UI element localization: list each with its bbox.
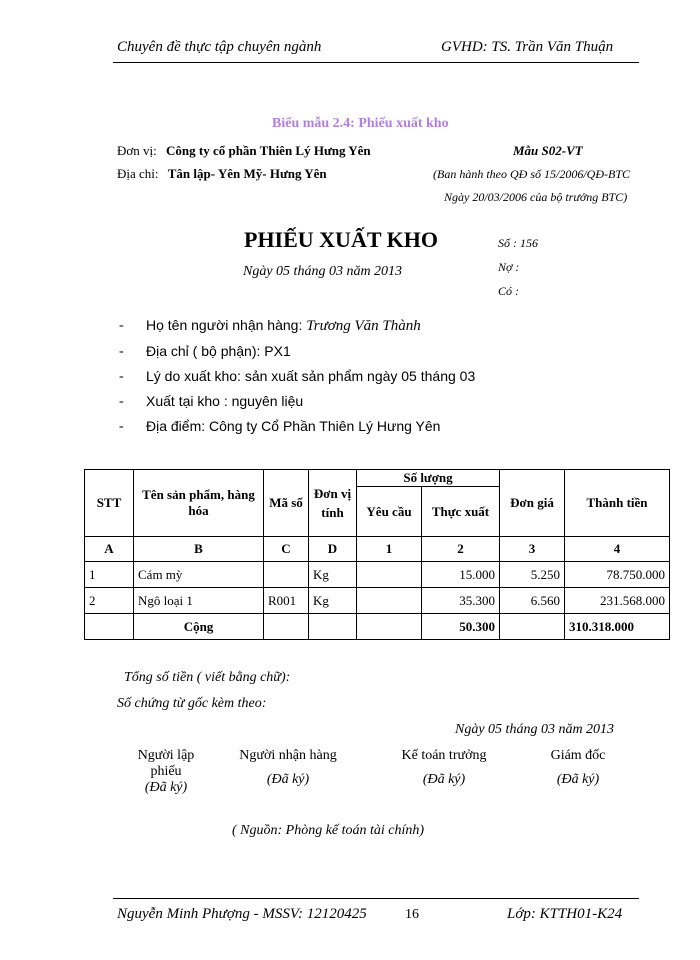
chief-accountant-signed: (Đã ký) [422, 772, 466, 787]
bullet: - [119, 419, 124, 434]
row-amount: 231.568.000 [565, 588, 670, 614]
signature-chief-accountant [388, 748, 500, 788]
letter-cell: C [264, 537, 309, 562]
unit-label: Đơn vị: [117, 143, 157, 158]
table-row [85, 588, 670, 614]
total-in-words-label: Tổng số tiền ( viết bằng chữ): [124, 670, 291, 685]
receiver-label: Họ tên người nhận hàng: [146, 317, 307, 333]
total-amount: 310.318.000 [565, 614, 670, 640]
reason-line: Lý do xuất kho: sản xuất sản phẩm ngày 05 tháng 03 [146, 368, 476, 384]
row-unit: Kg [309, 562, 357, 588]
letter-cell: 1 [357, 537, 422, 562]
bullet: - [119, 344, 124, 359]
letter-cell: 3 [500, 537, 565, 562]
row-actual: 15.000 [422, 562, 500, 588]
footer-class: Lớp: KTTH01-K24 [507, 906, 623, 922]
letter-cell: B [134, 537, 264, 562]
row-requested [357, 562, 422, 588]
row-code: R001 [264, 588, 309, 614]
header-course-title: Chuyên đề thực tập chuyên ngành [117, 39, 322, 55]
signature-preparer [128, 748, 204, 796]
total-unit [309, 614, 357, 640]
row-stt: 2 [85, 588, 134, 614]
receiver-name: Trương Văn Thành [306, 318, 421, 334]
director-role: Giám đốc [550, 748, 606, 763]
voucher-credit: Có : [498, 284, 519, 298]
header-code: Mã số [264, 470, 309, 537]
row-requested [357, 588, 422, 614]
total-price [500, 614, 565, 640]
total-code [264, 614, 309, 640]
signature-director [533, 748, 623, 788]
header-rule [113, 62, 639, 63]
letter-cell: D [309, 537, 357, 562]
unit-line [117, 143, 371, 159]
footer-page-number: 16 [405, 907, 419, 922]
department-line: Địa chỉ ( bộ phận): PX1 [146, 343, 291, 359]
total-actual: 50.300 [422, 614, 500, 640]
goods-table [84, 469, 670, 640]
row-stt: 1 [85, 562, 134, 588]
source-note: ( Nguồn: Phòng kế toán tài chính) [232, 823, 425, 838]
address-label: Địa chỉ: [117, 166, 159, 181]
preparer-signed: (Đã ký) [144, 780, 188, 795]
row-name: Ngô loại 1 [134, 588, 264, 614]
voucher-number: Số : 156 [498, 236, 538, 250]
document-date: Ngày 05 tháng 03 năm 2013 [243, 264, 403, 279]
bullet: - [119, 369, 124, 384]
letter-cell: 2 [422, 537, 500, 562]
header-supervisor: GVHD: TS. Trần Văn Thuận [441, 39, 614, 55]
row-code [264, 562, 309, 588]
address-value: Tân lập- Yên Mỹ- Hưng Yên [167, 166, 327, 181]
header-amount: Thành tiền [565, 470, 670, 537]
receiver-line [146, 317, 421, 335]
receiver-role: Người nhận hàng [239, 748, 337, 763]
voucher-debit: Nợ : [498, 260, 520, 274]
row-amount: 78.750.000 [565, 562, 670, 588]
header-requested: Yêu cầu [357, 487, 422, 537]
template-decree-line2: Ngày 20/03/2006 của bộ trưởng BTC) [444, 190, 628, 204]
footer-author: Nguyễn Minh Phượng - MSSV: 12120425 [117, 906, 367, 922]
document-title: PHIẾU XUẤT KHO [244, 227, 438, 252]
row-price: 5.250 [500, 562, 565, 588]
total-label: Cộng [134, 614, 264, 640]
header-name: Tên sản phẩm, hàng hóa [134, 470, 264, 537]
row-actual: 35.300 [422, 588, 500, 614]
unit-value: Công ty cổ phần Thiên Lý Hưng Yên [166, 143, 371, 158]
total-stt [85, 614, 134, 640]
preparer-role-line2: phiếu [150, 764, 182, 779]
letter-cell: A [85, 537, 134, 562]
header-price: Đơn giá [500, 470, 565, 537]
row-name: Cám mỳ [134, 562, 264, 588]
bullet: - [119, 318, 124, 333]
row-price: 6.560 [500, 588, 565, 614]
template-decree-line1: (Ban hành theo QĐ số 15/2006/QĐ-BTC [433, 167, 630, 181]
chief-accountant-role: Kế toán trưởng [401, 748, 487, 763]
signature-receiver [228, 748, 348, 788]
address-line [117, 166, 327, 182]
footer-rule [113, 898, 639, 899]
table-row [85, 562, 670, 588]
total-requested [357, 614, 422, 640]
letter-cell: 4 [565, 537, 670, 562]
letter-row [85, 537, 670, 562]
header-stt: STT [85, 470, 134, 537]
total-row [85, 614, 670, 640]
warehouse-line: Xuất tại kho : nguyên liệu [146, 393, 304, 409]
form-caption: Biểu mẫu 2.4: Phiếu xuất kho [272, 116, 449, 131]
location-line: Địa điểm: Công ty Cổ Phần Thiên Lý Hưng Yên [146, 418, 441, 434]
receiver-signed: (Đã ký) [266, 772, 310, 787]
sign-date: Ngày 05 tháng 03 năm 2013 [455, 722, 615, 737]
header-quantity: Số lượng [357, 470, 500, 487]
bullet: - [119, 394, 124, 409]
director-signed: (Đã ký) [556, 772, 600, 787]
row-unit: Kg [309, 588, 357, 614]
preparer-role-line1: Người lập [137, 748, 195, 763]
template-code: Mẫu S02-VT [513, 143, 583, 158]
header-unit: Đơn vị tính [309, 470, 357, 537]
attached-docs-label: Số chứng từ gốc kèm theo: [117, 696, 267, 711]
header-actual: Thực xuất [422, 487, 500, 537]
